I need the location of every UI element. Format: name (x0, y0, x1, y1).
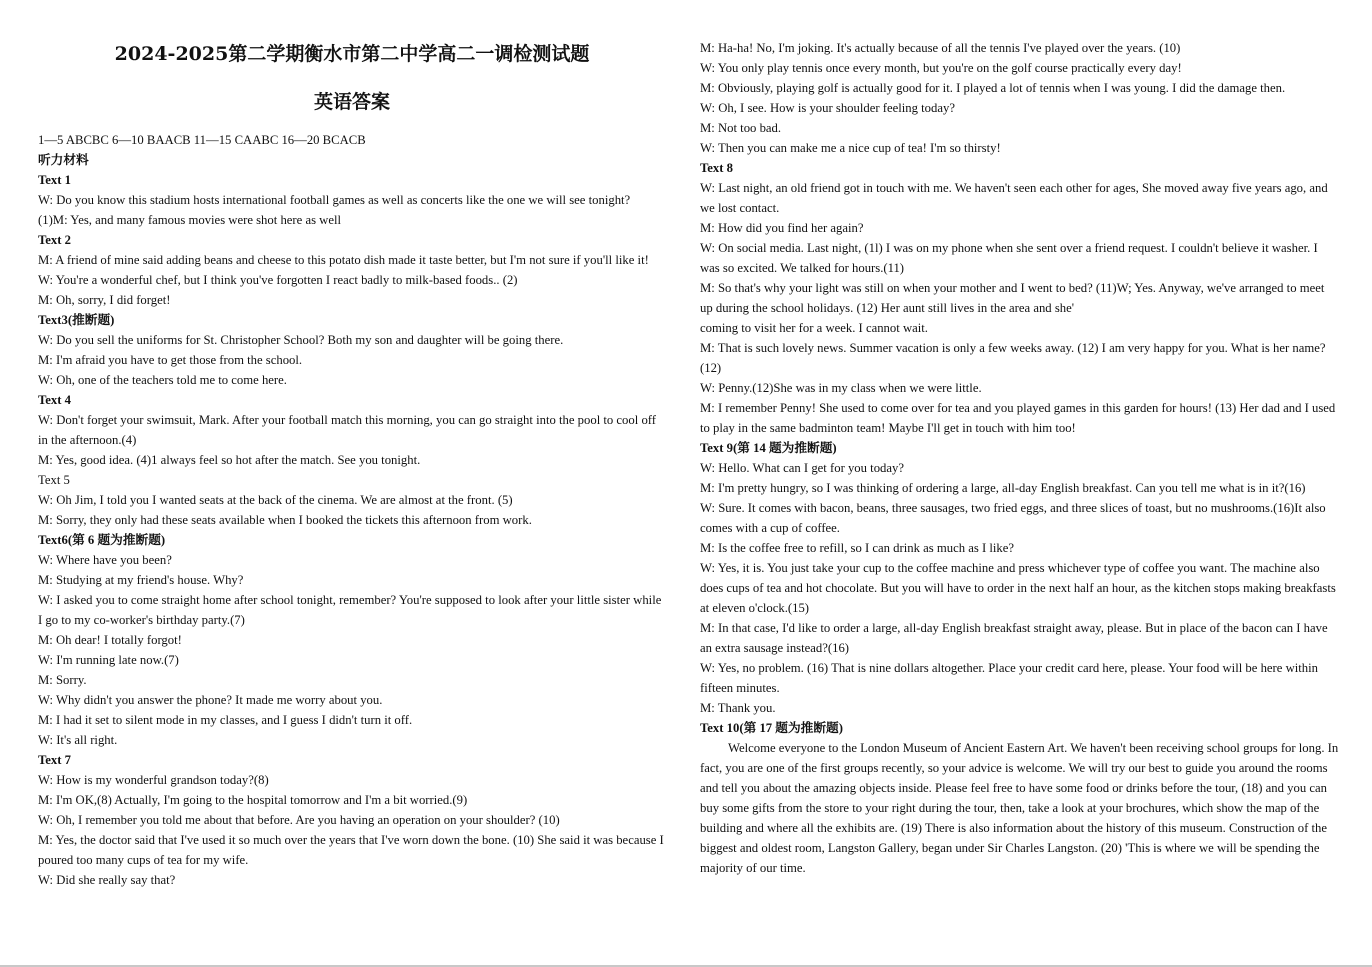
transcript-line: W: Oh, one of the teachers told me to come here. (38, 373, 287, 387)
transcript-line: M: So that's why your light was still on when your mother and I went to bed? (11)W; Yes. Anyway, we've arranged to meet up during the school holidays. (12) Her aunt still lives in the area and she' (700, 281, 1325, 315)
transcript-line: W: Penny.(12)She was in my class when we were little. (700, 381, 982, 395)
transcript-line: W: I'm running late now.(7) (38, 653, 179, 667)
right-transcript (700, 38, 1340, 878)
section-heading: Text3(推断题) (38, 313, 115, 327)
transcript-line: M: Yes, good idea. (4)1 always feel so hot after the match. See you tonight. (38, 453, 421, 467)
transcript-line: M: I had it set to silent mode in my classes, and I guess I didn't turn it off. (38, 713, 413, 727)
transcript-line: W: How is my wonderful grandson today?(8) (38, 773, 269, 787)
transcript-line: W: On social media. Last night, (1l) I was on my phone when she sent over a friend request. I couldn't believe it washer. I was so excited. We talked for hours.(11) (700, 241, 1318, 275)
transcript-line: M: I'm afraid you have to get those from the school. (38, 353, 303, 367)
transcript-line: W: Yes, it is. You just take your cup to the coffee machine and press whichever type of coffee you want. The machine also does cups of tea and hot chocolate. But you will have to order in the next half an hour, as the kitchen stops making breakfasts at eleven o'clock.(15) (700, 561, 1336, 615)
transcript-line: M: Thank you. (700, 701, 776, 715)
transcript-line: M: Oh, sorry, I did forget! (38, 293, 171, 307)
transcript-line: W: Oh Jim, I told you I wanted seats at the back of the cinema. We are almost at the front. (5) (38, 493, 513, 507)
transcript-line: W: Do you sell the uniforms for St. Christopher School? Both my son and daughter will be going there. (38, 333, 564, 347)
transcript-line: W: Where have you been? (38, 553, 172, 567)
transcript-line: M: Obviously, playing golf is actually good for it. I played a lot of tennis when I was young. I did the damage then. (700, 81, 1286, 95)
transcript-line: M: Sorry, they only had these seats available when I booked the tickets this afternoon from work. (38, 513, 532, 527)
transcript-line: W: Last night, an old friend got in touch with me. We haven't seen each other for ages, She moved away five years ago, and we lost contact. (700, 181, 1328, 215)
transcript-line: W: It's all right. (38, 733, 118, 747)
section-heading: Text 4 (38, 393, 72, 407)
transcript-line: W: Did she really say that? (38, 873, 176, 887)
section-heading: Text 1 (38, 173, 72, 187)
transcript-line: M: Studying at my friend's house. Why? (38, 573, 244, 587)
right-column (700, 38, 1340, 878)
transcript-line: M: Is the coffee free to refill, so I can drink as much as I like? (700, 541, 1015, 555)
section-heading: Text 8 (700, 161, 734, 175)
section-heading: Text 2 (38, 233, 72, 247)
page-title: 2024-2025第二学期衡水市第二中学高二一调检测试题 (114, 43, 590, 65)
transcript-line: M: I'm OK,(8) Actually, I'm going to the hospital tomorrow and I'm a bit worried.(9) (38, 793, 468, 807)
transcript-line: M: Yes, the doctor said that I've used it so much over the years that I've worn down the bone. (10) She said it was because I poured too many cups of tea for my wife. (38, 833, 664, 867)
transcript-line: M: I remember Penny! She used to come over for tea and you played games in this garden for hours! (13) Her dad and I used to play in the same badminton team! Maybe I'll get in touch with him too! (700, 401, 1336, 435)
transcript-line: M: In that case, I'd like to order a large, all-day English breakfast straight away, please. But in place of the bacon can I have an extra sausage instead?(16) (700, 621, 1328, 655)
section-heading: Text6(第 6 题为推断题) (38, 533, 166, 547)
answer-key: 1—5 ABCBC 6—10 BAACB 11—15 CAABC 16—20 BCACB (38, 133, 366, 147)
transcript-line: (1)M: Yes, and many famous movies were shot here as well (38, 213, 342, 227)
transcript-line: M: I'm pretty hungry, so I was thinking of ordering a large, all-day English breakfast. Can you tell me what is in it?(16) (700, 481, 1306, 495)
section-heading-plain: Text 5 (38, 473, 70, 487)
transcript-line: W: Sure. It comes with bacon, beans, three sausages, two fried eggs, and three slices of toast, but no mushrooms.(16)It also comes with a cup of coffee. (700, 501, 1326, 535)
transcript-line: W: I asked you to come straight home after school tonight, remember? You're supposed to look after your little sister while I go to my co-worker's birthday party.(7) (38, 593, 662, 627)
transcript-line: Welcome everyone to the London Museum of Ancient Eastern Art. We haven't been receiving school groups for long. In fact, you are one of the first groups recently, so your advice is welcome. We will try our best to guide you around the rooms and tell you about the amazing objects inside. Please feel free to have some food or drinks before the tour, (18) and you can buy some gifts from the store to your right during the tour, then, take a look at your brochures, which show the map of the building and where all the exhibits are. (19) There is also information about the history of this museum. Construction of the biggest and oldest room, Langston Gallery, began under Sir Charles Langston. (20) 'This is where we will be spending the majority of our time. (700, 741, 1339, 875)
transcript-line: M: Oh dear! I totally forgot! (38, 633, 182, 647)
section-label: 听力材料 (38, 153, 89, 167)
left-column (38, 40, 666, 890)
transcript-line: W: Oh, I remember you told me about that before. Are you having an operation on your shoulder? (10) (38, 813, 560, 827)
transcript-line: W: Yes, no problem. (16) That is nine dollars altogether. Place your credit card here, please. Your food will be here within fifteen minutes. (700, 661, 1319, 695)
transcript-line: W: Do you know this stadium hosts international football games as well as concerts like the one we will see tonight? (38, 193, 631, 207)
section-heading: Text 7 (38, 753, 72, 767)
transcript-line: W: Oh, I see. How is your shoulder feeling today? (700, 101, 955, 115)
transcript-line: M: That is such lovely news. Summer vacation is only a few weeks away. (12) I am very happy for you. What is her name?(12) (700, 341, 1326, 375)
transcript-line: W: Why didn't you answer the phone? It made me worry about you. (38, 693, 383, 707)
transcript-line: M: Sorry. (38, 673, 87, 687)
transcript-line: M: Ha-ha! No, I'm joking. It's actually because of all the tennis I've played over the years. (10) (700, 41, 1181, 55)
transcript-line: W: Don't forget your swimsuit, Mark. After your football match this morning, you can go straight into the pool to cool off in the afternoon.(4) (38, 413, 657, 447)
transcript-line: W: Then you can make me a nice cup of tea! I'm so thirsty! (700, 141, 1001, 155)
transcript-line: W: You're a wonderful chef, but I think you've forgotten I react badly to milk-based foods.. (2) (38, 273, 518, 287)
transcript-line: W: Hello. What can I get for you today? (700, 461, 904, 475)
transcript-line: W: You only play tennis once every month, but you're on the golf course practically every day! (700, 61, 1182, 75)
left-transcript (38, 170, 666, 890)
section-heading: Text 10(第 17 题为推断题) (700, 721, 843, 735)
section-heading: Text 9(第 14 题为推断题) (700, 441, 837, 455)
transcript-line: M: A friend of mine said adding beans and cheese to this potato dish made it taste better, but I'm not sure if you'll like it! (38, 253, 649, 267)
transcript-line: M: Not too bad. (700, 121, 782, 135)
page-subtitle: 英语答案 (313, 91, 390, 113)
transcript-line: coming to visit her for a week. I cannot wait. (700, 321, 928, 335)
transcript-line: M: How did you find her again? (700, 221, 864, 235)
